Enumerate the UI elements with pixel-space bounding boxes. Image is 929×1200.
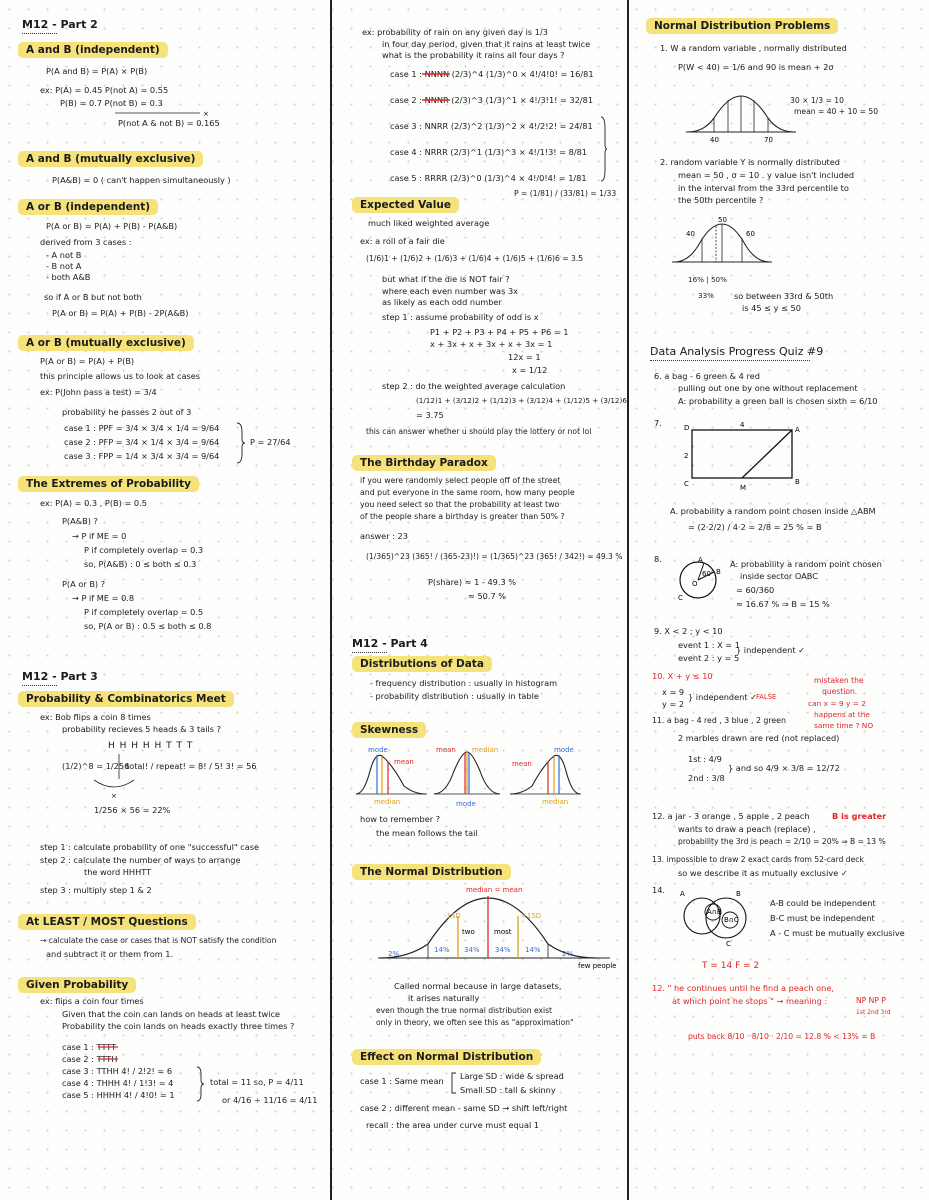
note-line: the mean follows the tail (376, 828, 478, 838)
heading-a-and-b-independent (18, 42, 168, 58)
calc-line: P(share) ≈ 1 - 49.3 % (428, 577, 517, 587)
heading-text: Skewness (352, 722, 426, 738)
example-line: ex: P(John pass a test) = 3/4 (40, 387, 157, 397)
quiz-line: A: probability a green ball is chosen sixth = 6/10 (678, 396, 878, 406)
red-note: NP NP P (856, 996, 886, 1005)
rectangle-abcd-diagram (684, 420, 809, 500)
quiz-line: = (2·2/2) / 4·2 = 2/8 = 25 % = B (688, 522, 822, 532)
formula-line: P(A or B) = P(A) + P(B) - P(A&B) (46, 221, 178, 231)
quiz-line: probability the 3rd is peach = 2/10 = 20% ⇒ B = 13 % (678, 837, 886, 846)
quiz-line: = 60/360 (736, 585, 775, 595)
quiz-line: pulling out one by one without replacement (678, 383, 858, 393)
quiz-line: 2 marbles drawn are red (not replaced) (678, 733, 840, 743)
case-bracket (451, 1072, 457, 1094)
quiz-line: 9. X < 2 ; y < 10 (654, 626, 723, 636)
red-note: at which point he stops " → meaning : (672, 996, 828, 1006)
case-line: case 2 : different mean - same SD → shift left/right (360, 1103, 568, 1113)
venn-a: A (680, 890, 685, 898)
heading-text: A and B (independent) (18, 42, 168, 58)
problem-line: 1. W a random variable , normally distributed (660, 43, 847, 53)
heading-expected-value (352, 197, 459, 213)
note-line: → P if ME = 0.8 (72, 593, 135, 603)
quiz-line: A: probability a random point chosen (730, 559, 882, 569)
vertex-b: B (795, 478, 800, 486)
note-line: it arises naturally (408, 993, 480, 1003)
note-line: so, P(A or B) : 0.5 ≤ both ≤ 0.8 (84, 621, 212, 631)
divider-mark (116, 754, 122, 780)
formula-line: P(A and B) = P(A) × P(B) (46, 66, 148, 76)
problem-line: mean = 50 , σ = 10 . y value isn't included (678, 170, 855, 180)
note-line: even though the true normal distribution exist (376, 1006, 553, 1015)
note-line: as likely as each odd number (382, 297, 502, 307)
heading-text: The Normal Distribution (352, 864, 511, 880)
note-line: P if completely overlap = 0.3 (84, 545, 204, 555)
question-line: P(A&B) ? (62, 516, 98, 526)
heading-given-probability (18, 977, 136, 993)
case-result: P = (1/81) / (33/81) = 1/33 (514, 189, 617, 198)
notes-column-2 (336, 0, 628, 1200)
part-2-title-text: M12 - Part 2 (22, 18, 98, 31)
venn-ab: A∩B (707, 908, 722, 916)
rain-question: ex: probability of rain on any given day is 1/3 (362, 27, 548, 37)
quiz-line: 7. (654, 418, 662, 428)
step-line: step 1 : assume probability of odd is x (382, 312, 539, 322)
case-line: case 5 : HHHH 4! / 4!0! = 1 (62, 1090, 175, 1100)
side-label: 2 (684, 452, 689, 460)
example-line: Given that the coin can lands on heads at least twice (62, 1009, 281, 1019)
heading-text: Distributions of Data (352, 656, 492, 672)
heading-text: Probability & Combinatorics Meet (18, 691, 234, 707)
step-line: step 3 : multiply step 1 & 2 (40, 885, 152, 895)
case-line: case 1 : TTTT (62, 1042, 117, 1052)
heading-text: Given Probability (18, 977, 136, 993)
case-result: total = 11 so, P = 4/11 (210, 1077, 304, 1087)
heading-probability-combinatorics (18, 691, 234, 707)
calc-line: ≈ 50.7 % (468, 591, 507, 601)
median-label: median (542, 798, 569, 806)
case-result: P = 27/64 (250, 437, 291, 447)
heading-effect-on-normal (352, 1049, 541, 1065)
strike-case-1 (422, 73, 452, 77)
quiz-line: A - C must be mutually exclusive (770, 928, 905, 938)
example-line: ex: Bob flips a coin 8 times (40, 712, 151, 722)
red-note: B is greater (832, 811, 887, 821)
quiz-line: A. probability a random point chosen inside △ABM (670, 506, 876, 516)
calc-line: total! / repeat! = 8! / 5! 3! = 56 (126, 761, 257, 771)
calc-line: x + 3x + x + 3x + x + 3x = 1 (430, 339, 553, 349)
quiz-line: } and so 4/9 × 3/8 = 12/72 (728, 763, 840, 773)
quiz-line: } independent ✓ (688, 692, 758, 702)
symmetric-diagram (432, 746, 502, 808)
note-line: this can answer whether u should play the lottery or not lol (366, 427, 592, 436)
quiz-line-wrong: 10. X + y ≤ 10 (652, 671, 713, 681)
note-line: and subtract it or them from 1. (46, 949, 174, 959)
note-line: derived from 3 cases : (40, 237, 132, 247)
plus-sd-label: +1SD (521, 912, 542, 920)
column-divider-left (330, 0, 332, 1200)
calc-line: (1/6)1 + (1/6)2 + (1/6)3 + (1/6)4 + (1/6)5 + (1/6)6 = 3.5 (366, 254, 584, 263)
heading-normal-distribution (352, 864, 511, 880)
part-2-title (22, 18, 98, 34)
case-line: case 2 : NNNR (2/3)^3 (1/3)^1 × 4!/3!1! = 32/81 (390, 95, 594, 105)
note-line: - A not B (46, 250, 82, 260)
note-line: Called normal because in large datasets, (394, 981, 562, 991)
median-label: median (374, 798, 401, 806)
pct-label: 14% (525, 946, 541, 954)
note-line: - frequency distribution : usually in histogram (370, 678, 558, 688)
mean-label: mean (512, 760, 532, 768)
svg-text:×: × (111, 792, 117, 800)
vertex-m: M (740, 484, 747, 492)
note-line: so, P(A&B) : 0 ≤ both ≤ 0.3 (84, 559, 197, 569)
case-brace (196, 1066, 206, 1102)
score-line: T = 14 F = 2 (702, 961, 760, 971)
result-line: P(not A & not B) = 0.165 (118, 118, 220, 128)
calc-line: 12x = 1 (508, 352, 541, 362)
quiz-line: 8. (654, 554, 662, 564)
skew-right-diagram (354, 746, 429, 806)
red-note: same time ? NO (814, 721, 874, 730)
sector-o: O (692, 580, 698, 588)
quiz-line-wrong: 12. a jar - 3 orange , 5 apple , 2 peach (652, 811, 810, 821)
quiz-line: 11. a bag - 4 red , 3 blue , 2 green (652, 716, 786, 725)
step-line: step 1 : calculate probability of one "successful" case (40, 842, 260, 852)
calc-line: mean = 40 + 10 = 50 (794, 107, 879, 116)
pct-label: 2% (562, 950, 574, 958)
formula-line: P(A&B) = 0 ( can't happen simultaneously ) (52, 175, 231, 185)
calc-line: x = 1/12 (512, 365, 548, 375)
mean-label: mean (394, 758, 414, 766)
case-line: case 3 : TTHH 4! / 2!2! = 6 (62, 1066, 173, 1076)
heading-text: Effect on Normal Distribution (352, 1049, 541, 1065)
heading-text: Expected Value (352, 197, 459, 213)
normal-distribution-diagram (378, 884, 618, 970)
quiz-line: y = 2 (662, 699, 685, 709)
heading-text: At LEAST / MOST Questions (18, 914, 196, 930)
quiz-line: } independent ✓ (736, 645, 806, 655)
title-underline (650, 360, 810, 361)
part-4-title (352, 637, 428, 653)
strike-case-2 (422, 99, 452, 103)
minus-sd-label: -1SD (444, 912, 461, 920)
note-line: recall : the area under curve must equal 1 (366, 1120, 540, 1130)
red-note: puts back 8/10 · 8/10 · 2/10 = 12.8 % < 13% = B (688, 1032, 876, 1041)
heading-text: A and B (mutually exclusive) (18, 151, 203, 167)
calc-line: (1/12)1 + (3/12)2 + (1/12)3 + (3/12)4 + (1/12)5 + (3/12)6 (416, 396, 627, 405)
quiz-line: wants to draw a peach (replace) , (678, 824, 816, 834)
normal-curve-1 (686, 92, 796, 144)
sector-diagram (676, 556, 722, 602)
quiz-line: 14. (652, 885, 666, 895)
case-line: Small SD : tall & skinny (460, 1085, 556, 1095)
title-underline (352, 652, 387, 653)
sector-c: C (678, 594, 683, 602)
note-line: where each even number was 3x (382, 286, 519, 296)
venn-c: C (726, 940, 731, 948)
case-line: case 3 : FPP = 1/4 × 3/4 × 3/4 = 9/64 (64, 451, 220, 461)
question-line: and put everyone in the same room, how many people (360, 488, 575, 497)
red-note: 12. " he continues until he find a peach one, (652, 983, 835, 993)
tick-label: 70 (764, 136, 773, 144)
question-line: if you were randomly select people off of the street (360, 476, 561, 485)
note-line: → P if ME = 0 (72, 531, 127, 541)
heading-text: The Extremes of Probability (18, 476, 199, 492)
calc-line: (1/365)^23 (365! / (365-23)!) = (1/365)^23 (365! / 342!) ≈ 49.3 % (366, 552, 623, 561)
case-brace (236, 422, 246, 464)
note-line: → calculate the case or cases that is NOT satisfy the condition (40, 936, 277, 945)
quiz-line: event 2 : y = 5 (678, 653, 740, 663)
formula-line: P(A or B) = P(A) + P(B) (40, 356, 135, 366)
answer-line: answer : 23 (360, 531, 408, 541)
calc-line: so between 33rd & 50th (734, 291, 834, 301)
case-line: case 2 : PFP = 3/4 × 1/4 × 3/4 = 9/64 (64, 437, 220, 447)
calc-line: 33% (698, 291, 714, 300)
calc-line: 30 × 1/3 = 10 (790, 96, 844, 105)
example-line: P(B) = 0.7 P(not B) = 0.3 (60, 98, 163, 108)
case-line: case 4 : THHH 4! / 1!3! = 4 (62, 1078, 174, 1088)
mode-label: mode (368, 746, 388, 754)
example-line: probability recieves 5 heads & 3 tails ? (62, 724, 221, 734)
case-result: or 4/16 ÷ 11/16 = 4/11 (222, 1095, 318, 1105)
red-note: question. (822, 687, 858, 696)
heading-text: Normal Distribution Problems (646, 18, 838, 34)
tick-label: 40 (686, 230, 695, 238)
example-line: Probability the coin lands on heads exactly three times ? (62, 1021, 295, 1031)
title-underline (22, 33, 57, 34)
letters-line: H H H H H T T T (108, 741, 194, 751)
title-underline (22, 685, 57, 686)
heading-at-least-most (18, 914, 196, 930)
calc-line: is 45 ≤ y ≤ 50 (742, 303, 801, 313)
mode-label: mode (554, 746, 574, 754)
note-line: so if A or B but not both (44, 292, 142, 302)
calc-line: 16% | 50% (688, 275, 727, 284)
pct-label: 2% (388, 950, 400, 958)
note-line: P if completely overlap = 0.5 (84, 607, 204, 617)
example-line: probability he passes 2 out of 3 (62, 407, 192, 417)
sector-b: B (716, 568, 721, 576)
note-line: much liked weighted average (368, 218, 490, 228)
red-note: mistaken the (814, 676, 864, 685)
quiz-title-text: Data Analysis Progress Quiz #9 (650, 345, 824, 358)
quiz-line: B-C must be independent (770, 913, 875, 923)
case-line: case 5 : RRRR (2/3)^0 (1/3)^4 × 4!/0!4! = 1/81 (390, 173, 587, 183)
part-4-title-text: M12 - Part 4 (352, 637, 428, 650)
quiz-line: inside sector OABC (740, 571, 818, 581)
heading-birthday-paradox (352, 455, 496, 471)
case-brace (600, 116, 608, 182)
problem-line: the 50th percentile ? (678, 195, 764, 205)
mean-label: mean (436, 746, 456, 754)
rain-question: what is the probability it rains all four days ? (382, 50, 565, 60)
note-line: - B not A (46, 261, 82, 271)
note-line: this principle allows us to look at cases (40, 371, 201, 381)
heading-normal-distribution-problems (646, 18, 838, 34)
example-line: ex: P(A) = 0.45 P(not A) = 0.55 (40, 85, 169, 95)
step-line: step 2 : calculate the number of ways to arrange (40, 855, 241, 865)
quiz-line: 2nd : 3/8 (688, 773, 725, 783)
vertex-c: C (684, 480, 689, 488)
case-line: case 2 : TTTH (62, 1054, 118, 1064)
case-line: case 3 : NNRR (2/3)^2 (1/3)^2 × 4!/2!2! = 24/81 (390, 121, 593, 131)
quiz-line: 13. impossible to draw 2 exact cards from 52-card deck (652, 855, 864, 864)
venn-b: B (736, 890, 741, 898)
note-line: but what if the die is NOT fair ? (382, 274, 510, 284)
quiz-line: event 1 : X = 1 (678, 640, 740, 650)
tick-label: 60 (746, 230, 755, 238)
step-line: the word HHHTT (84, 867, 152, 877)
median-mean-label: median = mean (466, 886, 523, 894)
problem-line: in the interval from the 33rd percentile to (678, 183, 849, 193)
svg-text:×: × (203, 110, 209, 118)
vertex-d: D (684, 424, 690, 432)
note-line: only in theory, we often see this as "approximation" (376, 1018, 574, 1027)
question-line: you need select so that the probability at least two (360, 500, 560, 509)
note-line: how to remember ? (360, 814, 441, 824)
venn-diagram (676, 888, 758, 952)
mode-label: mode (456, 800, 476, 808)
problem-line: 2. random variable Y is normally distributed (660, 157, 840, 167)
tick-label: 40 (710, 136, 719, 144)
calc-line: = 3.75 (416, 410, 444, 420)
notes-column-1 (0, 0, 330, 1200)
pct-label: 34% (495, 946, 511, 954)
venn-bc: B∩C (724, 916, 739, 924)
median-label: median (472, 746, 499, 754)
normal-curve-2 (672, 218, 772, 270)
red-note: 1st 2nd 3rd (856, 1009, 891, 1016)
heading-a-or-b-independent (18, 199, 158, 215)
part-3-title (22, 670, 98, 686)
tick-label: 50 (718, 216, 727, 224)
rain-question: in four day period, given that it rains at least twice (382, 39, 591, 49)
red-note: can x = 9 y = 2 (808, 699, 866, 708)
question-line: P(A or B) ? (62, 579, 106, 589)
heading-text: The Birthday Paradox (352, 455, 496, 471)
pct-label: 34% (464, 946, 480, 954)
calc-line: (1/2)^8 = 1/256 (62, 761, 130, 771)
times-arrow (92, 778, 152, 798)
quiz-line: x = 9 (662, 687, 685, 697)
quiz-line: ≈ 16.67 % ⇒ B = 15 % (736, 599, 830, 609)
few-people-label: few people (578, 962, 617, 970)
case-line: case 1 : NNNN (2/3)^4 (1/3)^0 × 4!/4!0! = 16/81 (390, 69, 594, 79)
heading-skewness (352, 722, 426, 738)
case-line: case 1 : Same mean (360, 1076, 444, 1086)
formula-line: P(A or B) = P(A) + P(B) - 2P(A&B) (52, 308, 189, 318)
pct-label: 14% (434, 946, 450, 954)
step-line: step 2 : do the weighted average calculation (382, 381, 566, 391)
note-line: - probability distribution : usually in table (370, 691, 539, 701)
quiz-line: so we describe it as mutually exclusive ✓ (678, 868, 848, 878)
heading-a-or-b-mutually-exclusive (18, 335, 194, 351)
two-label: two (462, 928, 475, 936)
red-note: happens at the (814, 710, 870, 719)
case-line: case 4 : NRRR (2/3)^1 (1/3)^3 × 4!/1!3! = 8/81 (390, 147, 588, 157)
heading-distributions-of-data (352, 656, 492, 672)
example-line: ex: P(A) = 0.3 , P(B) = 0.5 (40, 498, 147, 508)
example-line: ex: a roll of a fair die (360, 236, 445, 246)
notes-column-3 (632, 0, 929, 1200)
case-line: Large SD : wide & spread (460, 1071, 564, 1081)
quiz-line: 1st : 4/9 (688, 754, 722, 764)
quiz-line: A-B could be independent (770, 898, 876, 908)
result-line: 1/256 × 56 = 22% (94, 805, 171, 815)
heading-extremes-of-probability (18, 476, 199, 492)
skew-left-diagram (508, 746, 583, 806)
sector-angle: 60° (702, 570, 715, 578)
side-label: 4 (740, 421, 745, 429)
heading-text: A or B (mutually exclusive) (18, 335, 194, 351)
strike-case-2 (98, 1058, 120, 1062)
false-mark: FALSE (756, 693, 777, 701)
note-line: - both A&B (46, 272, 91, 282)
case-line: case 1 : PPF = 3/4 × 3/4 × 1/4 = 9/64 (64, 423, 220, 433)
quiz-line: 6. a bag - 6 green & 4 red (654, 371, 760, 381)
quiz-title (650, 345, 823, 361)
calc-line: P1 + P2 + P3 + P4 + P5 + P6 = 1 (430, 327, 569, 337)
sector-a: A (698, 556, 703, 564)
heading-a-and-b-mutually-exclusive (18, 151, 203, 167)
most-label: most (494, 928, 512, 936)
problem-line: P(W < 40) = 1/6 and 90 is mean + 2σ (678, 62, 834, 72)
vertex-a: A (795, 426, 800, 434)
strike-case-1 (98, 1046, 120, 1050)
question-line: of the people share a birthday is greater than 50% ? (360, 512, 565, 521)
example-line: ex: flips a coin four times (40, 996, 144, 1006)
part-3-title-text: M12 - Part 3 (22, 670, 98, 683)
heading-text: A or B (independent) (18, 199, 158, 215)
